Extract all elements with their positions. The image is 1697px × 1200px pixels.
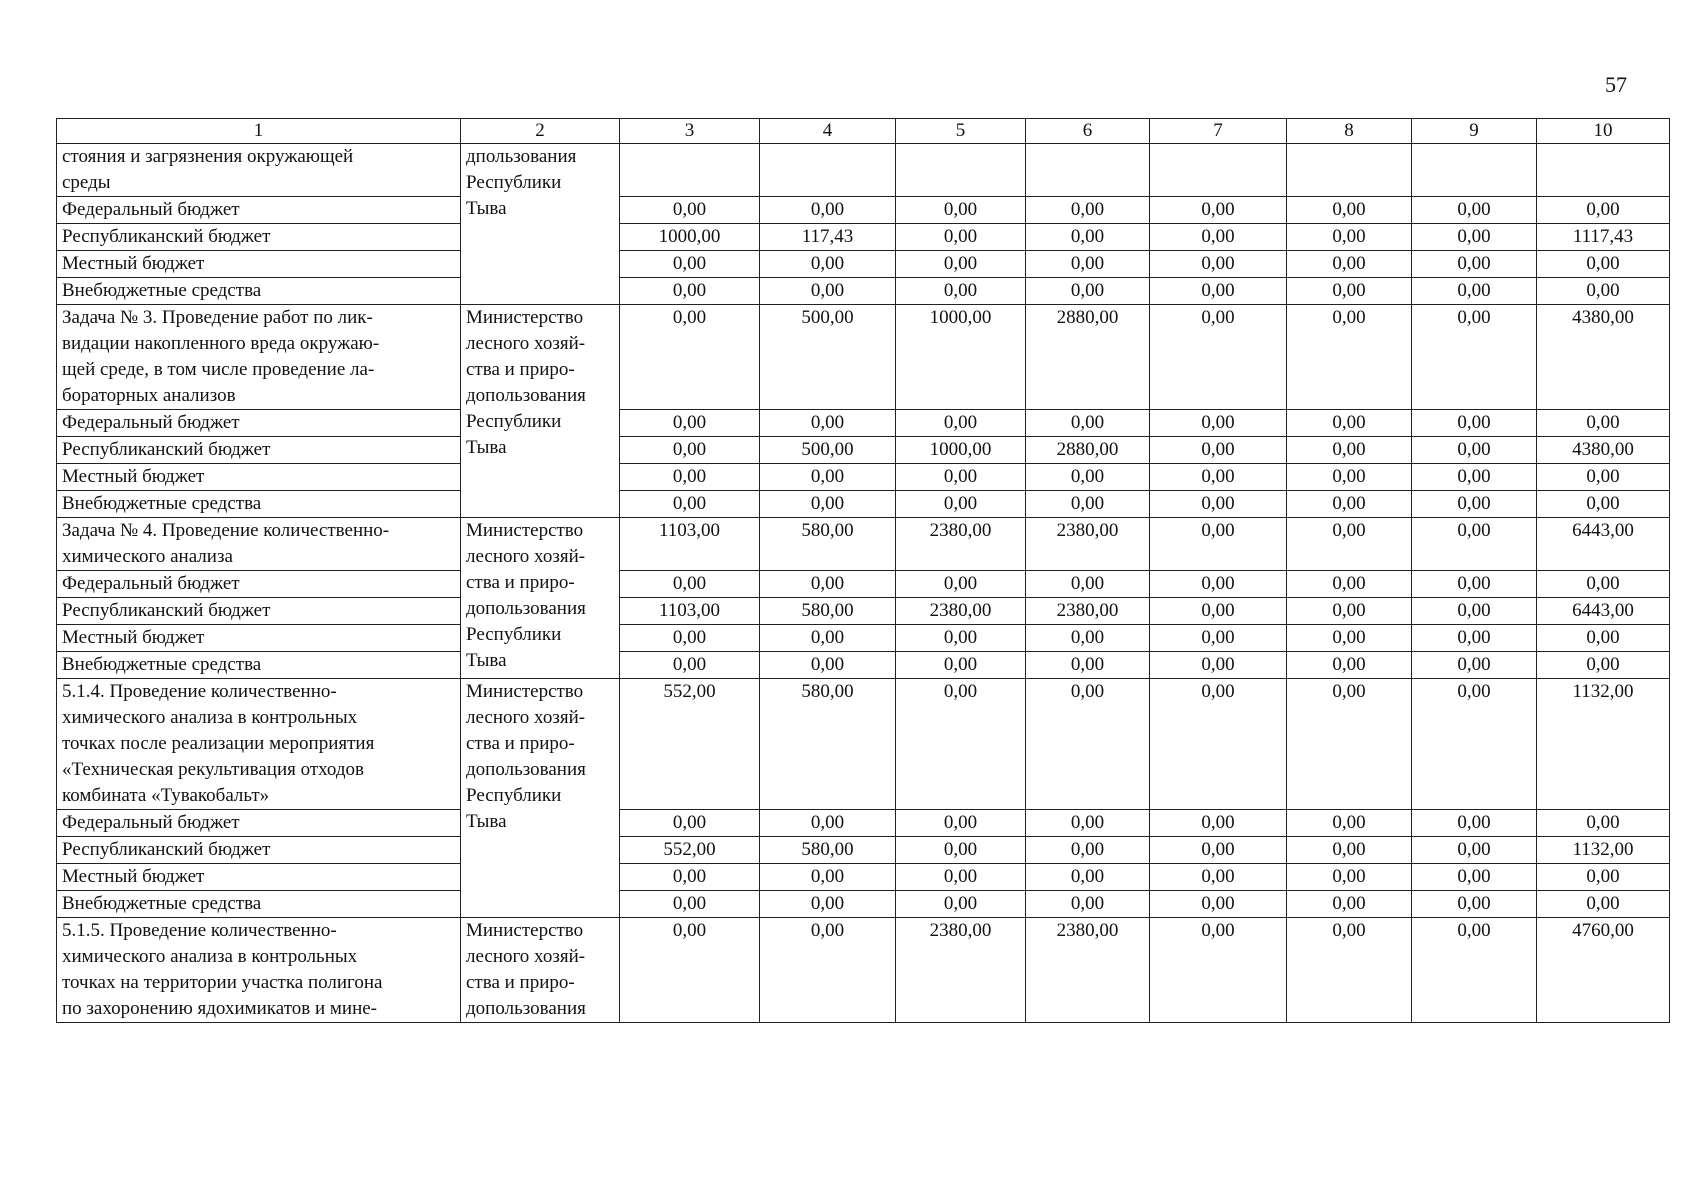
task-row bbox=[57, 679, 1670, 810]
amount-cell: 1000,00 bbox=[620, 224, 760, 251]
amount-cell: 0,00 bbox=[1150, 679, 1287, 810]
funding-source-name: Республиканский бюджет bbox=[57, 437, 461, 464]
amount-cell: 1117,43 bbox=[1537, 224, 1670, 251]
amount-cell: 0,00 bbox=[620, 251, 760, 278]
amount-cell: 0,00 bbox=[1287, 891, 1412, 918]
amount-cell: 0,00 bbox=[896, 571, 1026, 598]
column-number: 1 bbox=[57, 119, 461, 144]
page-number: 57 bbox=[1605, 72, 1627, 97]
amount-cell: 0,00 bbox=[1537, 464, 1670, 491]
amount-cell: 0,00 bbox=[1412, 518, 1537, 571]
column-number: 3 bbox=[620, 119, 760, 144]
amount-cell: 0,00 bbox=[1287, 598, 1412, 625]
amount-cell: 0,00 bbox=[1287, 918, 1412, 1023]
amount-cell: 0,00 bbox=[620, 891, 760, 918]
budget-table bbox=[56, 118, 1670, 1023]
amount-cell: 0,00 bbox=[1287, 491, 1412, 518]
amount-cell: 0,00 bbox=[760, 864, 896, 891]
task-row bbox=[57, 918, 1670, 1023]
amount-cell: 0,00 bbox=[1150, 518, 1287, 571]
funding-source-name: Внебюджетные средства bbox=[57, 491, 461, 518]
responsible-executor: дпользования Республики Тыва bbox=[461, 144, 620, 305]
amount-cell: 0,00 bbox=[896, 251, 1026, 278]
amount-cell: 0,00 bbox=[1150, 437, 1287, 464]
amount-cell: 500,00 bbox=[760, 437, 896, 464]
amount-cell: 1000,00 bbox=[896, 437, 1026, 464]
funding-source-row bbox=[57, 437, 1670, 464]
amount-cell: 0,00 bbox=[1412, 891, 1537, 918]
amount-cell: 0,00 bbox=[1287, 464, 1412, 491]
amount-cell: 1132,00 bbox=[1537, 679, 1670, 810]
column-number: 7 bbox=[1150, 119, 1287, 144]
amount-cell: 0,00 bbox=[1026, 464, 1150, 491]
funding-source-row bbox=[57, 837, 1670, 864]
amount-cell bbox=[1026, 144, 1150, 197]
amount-cell: 0,00 bbox=[1026, 837, 1150, 864]
amount-cell: 0,00 bbox=[760, 251, 896, 278]
amount-cell: 0,00 bbox=[1026, 251, 1150, 278]
funding-source-name: Республиканский бюджет bbox=[57, 224, 461, 251]
funding-source-name: Республиканский бюджет bbox=[57, 598, 461, 625]
amount-cell: 0,00 bbox=[760, 464, 896, 491]
amount-cell: 2380,00 bbox=[1026, 598, 1150, 625]
amount-cell bbox=[896, 144, 1026, 197]
funding-source-name: Внебюджетные средства bbox=[57, 891, 461, 918]
amount-cell: 0,00 bbox=[1287, 518, 1412, 571]
amount-cell: 0,00 bbox=[1412, 598, 1537, 625]
amount-cell: 0,00 bbox=[1150, 410, 1287, 437]
amount-cell: 0,00 bbox=[896, 810, 1026, 837]
amount-cell: 0,00 bbox=[896, 464, 1026, 491]
amount-cell: 0,00 bbox=[1537, 278, 1670, 305]
funding-source-row bbox=[57, 625, 1670, 652]
amount-cell: 0,00 bbox=[896, 491, 1026, 518]
task-row bbox=[57, 305, 1670, 410]
amount-cell: 0,00 bbox=[1537, 652, 1670, 679]
amount-cell: 0,00 bbox=[1287, 625, 1412, 652]
amount-cell: 4380,00 bbox=[1537, 437, 1670, 464]
amount-cell: 0,00 bbox=[620, 197, 760, 224]
amount-cell: 0,00 bbox=[1412, 437, 1537, 464]
amount-cell: 0,00 bbox=[1412, 305, 1537, 410]
amount-cell: 0,00 bbox=[1537, 625, 1670, 652]
amount-cell: 0,00 bbox=[1026, 625, 1150, 652]
amount-cell: 0,00 bbox=[1026, 491, 1150, 518]
amount-cell: 0,00 bbox=[1287, 410, 1412, 437]
amount-cell: 2380,00 bbox=[896, 598, 1026, 625]
amount-cell: 0,00 bbox=[620, 410, 760, 437]
amount-cell: 0,00 bbox=[896, 679, 1026, 810]
task-name: Задача № 4. Проведение количественно- химического анализа bbox=[57, 518, 461, 571]
amount-cell: 0,00 bbox=[760, 410, 896, 437]
funding-source-name: Местный бюджет bbox=[57, 625, 461, 652]
task-name: Задача № 3. Проведение работ по лик- видации накопленного вреда окружаю- щей среде, в том числе проведение ла- бораторных анализов bbox=[57, 305, 461, 410]
responsible-executor: Министерство лесного хозяй- ства и приро- допользования bbox=[461, 918, 620, 1023]
amount-cell: 0,00 bbox=[896, 652, 1026, 679]
amount-cell: 0,00 bbox=[1537, 891, 1670, 918]
amount-cell: 0,00 bbox=[760, 625, 896, 652]
amount-cell: 0,00 bbox=[1026, 864, 1150, 891]
amount-cell: 0,00 bbox=[1537, 810, 1670, 837]
funding-source-name: Местный бюджет bbox=[57, 464, 461, 491]
amount-cell: 0,00 bbox=[1412, 864, 1537, 891]
amount-cell: 0,00 bbox=[760, 810, 896, 837]
amount-cell bbox=[760, 144, 896, 197]
amount-cell: 0,00 bbox=[896, 891, 1026, 918]
amount-cell: 0,00 bbox=[1537, 491, 1670, 518]
amount-cell: 1103,00 bbox=[620, 518, 760, 571]
amount-cell: 0,00 bbox=[620, 625, 760, 652]
task-name: 5.1.5. Проведение количественно- химического анализа в контрольных точках на территории участка полигона по захоронению ядохимикатов и мине- bbox=[57, 918, 461, 1023]
amount-cell: 580,00 bbox=[760, 598, 896, 625]
task-name: 5.1.4. Проведение количественно- химического анализа в контрольных точках после реализации мероприятия «Техническая рекультивация отходов комбината «Тувакобальт» bbox=[57, 679, 461, 810]
amount-cell: 6443,00 bbox=[1537, 598, 1670, 625]
amount-cell: 0,00 bbox=[1287, 278, 1412, 305]
funding-source-row bbox=[57, 251, 1670, 278]
amount-cell: 0,00 bbox=[620, 652, 760, 679]
amount-cell: 0,00 bbox=[1287, 224, 1412, 251]
funding-source-row bbox=[57, 652, 1670, 679]
amount-cell: 0,00 bbox=[620, 918, 760, 1023]
amount-cell: 0,00 bbox=[1287, 652, 1412, 679]
funding-source-row bbox=[57, 864, 1670, 891]
amount-cell: 0,00 bbox=[1150, 224, 1287, 251]
amount-cell bbox=[1150, 144, 1287, 197]
responsible-executor: Министерство лесного хозяй- ства и приро- допользования Республики Тыва bbox=[461, 305, 620, 518]
amount-cell: 0,00 bbox=[1150, 571, 1287, 598]
column-number: 9 bbox=[1412, 119, 1537, 144]
funding-source-name: Федеральный бюджет bbox=[57, 197, 461, 224]
amount-cell: 0,00 bbox=[1412, 837, 1537, 864]
amount-cell: 0,00 bbox=[1026, 224, 1150, 251]
amount-cell: 0,00 bbox=[1026, 891, 1150, 918]
amount-cell: 0,00 bbox=[1287, 571, 1412, 598]
amount-cell: 0,00 bbox=[1150, 464, 1287, 491]
amount-cell: 0,00 bbox=[896, 837, 1026, 864]
amount-cell: 0,00 bbox=[620, 810, 760, 837]
amount-cell: 0,00 bbox=[620, 437, 760, 464]
amount-cell: 1000,00 bbox=[896, 305, 1026, 410]
amount-cell: 0,00 bbox=[760, 652, 896, 679]
amount-cell: 0,00 bbox=[1150, 598, 1287, 625]
amount-cell: 0,00 bbox=[1026, 810, 1150, 837]
amount-cell: 2380,00 bbox=[1026, 918, 1150, 1023]
amount-cell: 0,00 bbox=[760, 571, 896, 598]
amount-cell bbox=[1287, 144, 1412, 197]
amount-cell: 580,00 bbox=[760, 518, 896, 571]
amount-cell: 0,00 bbox=[1026, 278, 1150, 305]
amount-cell: 0,00 bbox=[620, 864, 760, 891]
amount-cell: 0,00 bbox=[1287, 837, 1412, 864]
responsible-executor: Министерство лесного хозяй- ства и приро- допользования Республики Тыва bbox=[461, 518, 620, 679]
amount-cell: 0,00 bbox=[1412, 571, 1537, 598]
amount-cell: 0,00 bbox=[1412, 410, 1537, 437]
amount-cell: 0,00 bbox=[1287, 251, 1412, 278]
task-row bbox=[57, 144, 1670, 197]
column-number: 2 bbox=[461, 119, 620, 144]
funding-source-row bbox=[57, 410, 1670, 437]
amount-cell: 0,00 bbox=[1412, 679, 1537, 810]
amount-cell: 0,00 bbox=[1412, 224, 1537, 251]
amount-cell: 0,00 bbox=[1287, 810, 1412, 837]
amount-cell: 0,00 bbox=[1150, 491, 1287, 518]
amount-cell: 0,00 bbox=[896, 278, 1026, 305]
funding-source-name: Внебюджетные средства bbox=[57, 652, 461, 679]
amount-cell: 0,00 bbox=[1287, 305, 1412, 410]
amount-cell: 0,00 bbox=[620, 491, 760, 518]
amount-cell bbox=[620, 144, 760, 197]
column-number: 6 bbox=[1026, 119, 1150, 144]
amount-cell: 6443,00 bbox=[1537, 518, 1670, 571]
amount-cell: 0,00 bbox=[1026, 197, 1150, 224]
amount-cell: 117,43 bbox=[760, 224, 896, 251]
amount-cell: 580,00 bbox=[760, 679, 896, 810]
amount-cell: 2880,00 bbox=[1026, 305, 1150, 410]
amount-cell: 0,00 bbox=[1150, 918, 1287, 1023]
funding-source-row bbox=[57, 464, 1670, 491]
amount-cell: 0,00 bbox=[1537, 410, 1670, 437]
funding-source-row bbox=[57, 197, 1670, 224]
amount-cell: 0,00 bbox=[760, 891, 896, 918]
amount-cell: 2380,00 bbox=[896, 518, 1026, 571]
amount-cell: 0,00 bbox=[620, 278, 760, 305]
amount-cell bbox=[1537, 144, 1670, 197]
amount-cell: 2380,00 bbox=[896, 918, 1026, 1023]
amount-cell: 0,00 bbox=[1150, 837, 1287, 864]
amount-cell: 4760,00 bbox=[1537, 918, 1670, 1023]
amount-cell: 0,00 bbox=[896, 410, 1026, 437]
amount-cell: 2880,00 bbox=[1026, 437, 1150, 464]
amount-cell: 0,00 bbox=[1026, 410, 1150, 437]
amount-cell: 0,00 bbox=[1537, 251, 1670, 278]
amount-cell: 0,00 bbox=[1150, 305, 1287, 410]
funding-source-row bbox=[57, 810, 1670, 837]
responsible-executor: Министерство лесного хозяй- ства и приро- допользования Республики Тыва bbox=[461, 679, 620, 918]
column-number: 8 bbox=[1287, 119, 1412, 144]
funding-source-row bbox=[57, 598, 1670, 625]
amount-cell: 0,00 bbox=[1412, 197, 1537, 224]
amount-cell: 2380,00 bbox=[1026, 518, 1150, 571]
funding-source-name: Местный бюджет bbox=[57, 251, 461, 278]
column-number-row bbox=[57, 119, 1670, 144]
amount-cell: 0,00 bbox=[1412, 491, 1537, 518]
amount-cell: 1103,00 bbox=[620, 598, 760, 625]
amount-cell: 0,00 bbox=[620, 305, 760, 410]
amount-cell: 0,00 bbox=[1537, 197, 1670, 224]
funding-source-row bbox=[57, 571, 1670, 598]
amount-cell: 500,00 bbox=[760, 305, 896, 410]
amount-cell: 0,00 bbox=[760, 491, 896, 518]
amount-cell: 0,00 bbox=[1287, 864, 1412, 891]
amount-cell: 4380,00 bbox=[1537, 305, 1670, 410]
amount-cell: 0,00 bbox=[1150, 625, 1287, 652]
column-number: 4 bbox=[760, 119, 896, 144]
amount-cell: 0,00 bbox=[620, 571, 760, 598]
task-name: стояния и загрязнения окружающей среды bbox=[57, 144, 461, 197]
amount-cell: 0,00 bbox=[1412, 625, 1537, 652]
funding-source-name: Федеральный бюджет bbox=[57, 410, 461, 437]
amount-cell: 0,00 bbox=[896, 864, 1026, 891]
amount-cell: 0,00 bbox=[1026, 571, 1150, 598]
amount-cell: 0,00 bbox=[1150, 652, 1287, 679]
funding-source-row bbox=[57, 491, 1670, 518]
amount-cell: 0,00 bbox=[1412, 810, 1537, 837]
amount-cell: 0,00 bbox=[1537, 864, 1670, 891]
amount-cell: 0,00 bbox=[1412, 918, 1537, 1023]
amount-cell: 0,00 bbox=[1537, 571, 1670, 598]
amount-cell: 0,00 bbox=[896, 224, 1026, 251]
funding-source-row bbox=[57, 891, 1670, 918]
funding-source-name: Местный бюджет bbox=[57, 864, 461, 891]
amount-cell: 0,00 bbox=[760, 918, 896, 1023]
task-row bbox=[57, 518, 1670, 571]
amount-cell: 0,00 bbox=[1026, 652, 1150, 679]
amount-cell bbox=[1412, 144, 1537, 197]
amount-cell: 0,00 bbox=[1412, 464, 1537, 491]
funding-source-row bbox=[57, 278, 1670, 305]
amount-cell: 0,00 bbox=[896, 625, 1026, 652]
amount-cell: 0,00 bbox=[1150, 864, 1287, 891]
funding-source-row bbox=[57, 224, 1670, 251]
amount-cell: 552,00 bbox=[620, 679, 760, 810]
amount-cell: 0,00 bbox=[620, 464, 760, 491]
amount-cell: 0,00 bbox=[1412, 278, 1537, 305]
amount-cell: 0,00 bbox=[1287, 197, 1412, 224]
amount-cell: 0,00 bbox=[1287, 679, 1412, 810]
amount-cell: 0,00 bbox=[760, 197, 896, 224]
amount-cell: 0,00 bbox=[1150, 891, 1287, 918]
amount-cell: 0,00 bbox=[1150, 197, 1287, 224]
column-number: 10 bbox=[1537, 119, 1670, 144]
amount-cell: 0,00 bbox=[1287, 437, 1412, 464]
amount-cell: 0,00 bbox=[1026, 679, 1150, 810]
amount-cell: 1132,00 bbox=[1537, 837, 1670, 864]
funding-source-name: Республиканский бюджет bbox=[57, 837, 461, 864]
amount-cell: 0,00 bbox=[1412, 251, 1537, 278]
amount-cell: 552,00 bbox=[620, 837, 760, 864]
amount-cell: 0,00 bbox=[1150, 278, 1287, 305]
funding-source-name: Федеральный бюджет bbox=[57, 810, 461, 837]
amount-cell: 0,00 bbox=[1412, 652, 1537, 679]
amount-cell: 0,00 bbox=[1150, 251, 1287, 278]
amount-cell: 0,00 bbox=[896, 197, 1026, 224]
column-number: 5 bbox=[896, 119, 1026, 144]
funding-source-name: Федеральный бюджет bbox=[57, 571, 461, 598]
funding-source-name: Внебюджетные средства bbox=[57, 278, 461, 305]
amount-cell: 0,00 bbox=[760, 278, 896, 305]
amount-cell: 580,00 bbox=[760, 837, 896, 864]
amount-cell: 0,00 bbox=[1150, 810, 1287, 837]
